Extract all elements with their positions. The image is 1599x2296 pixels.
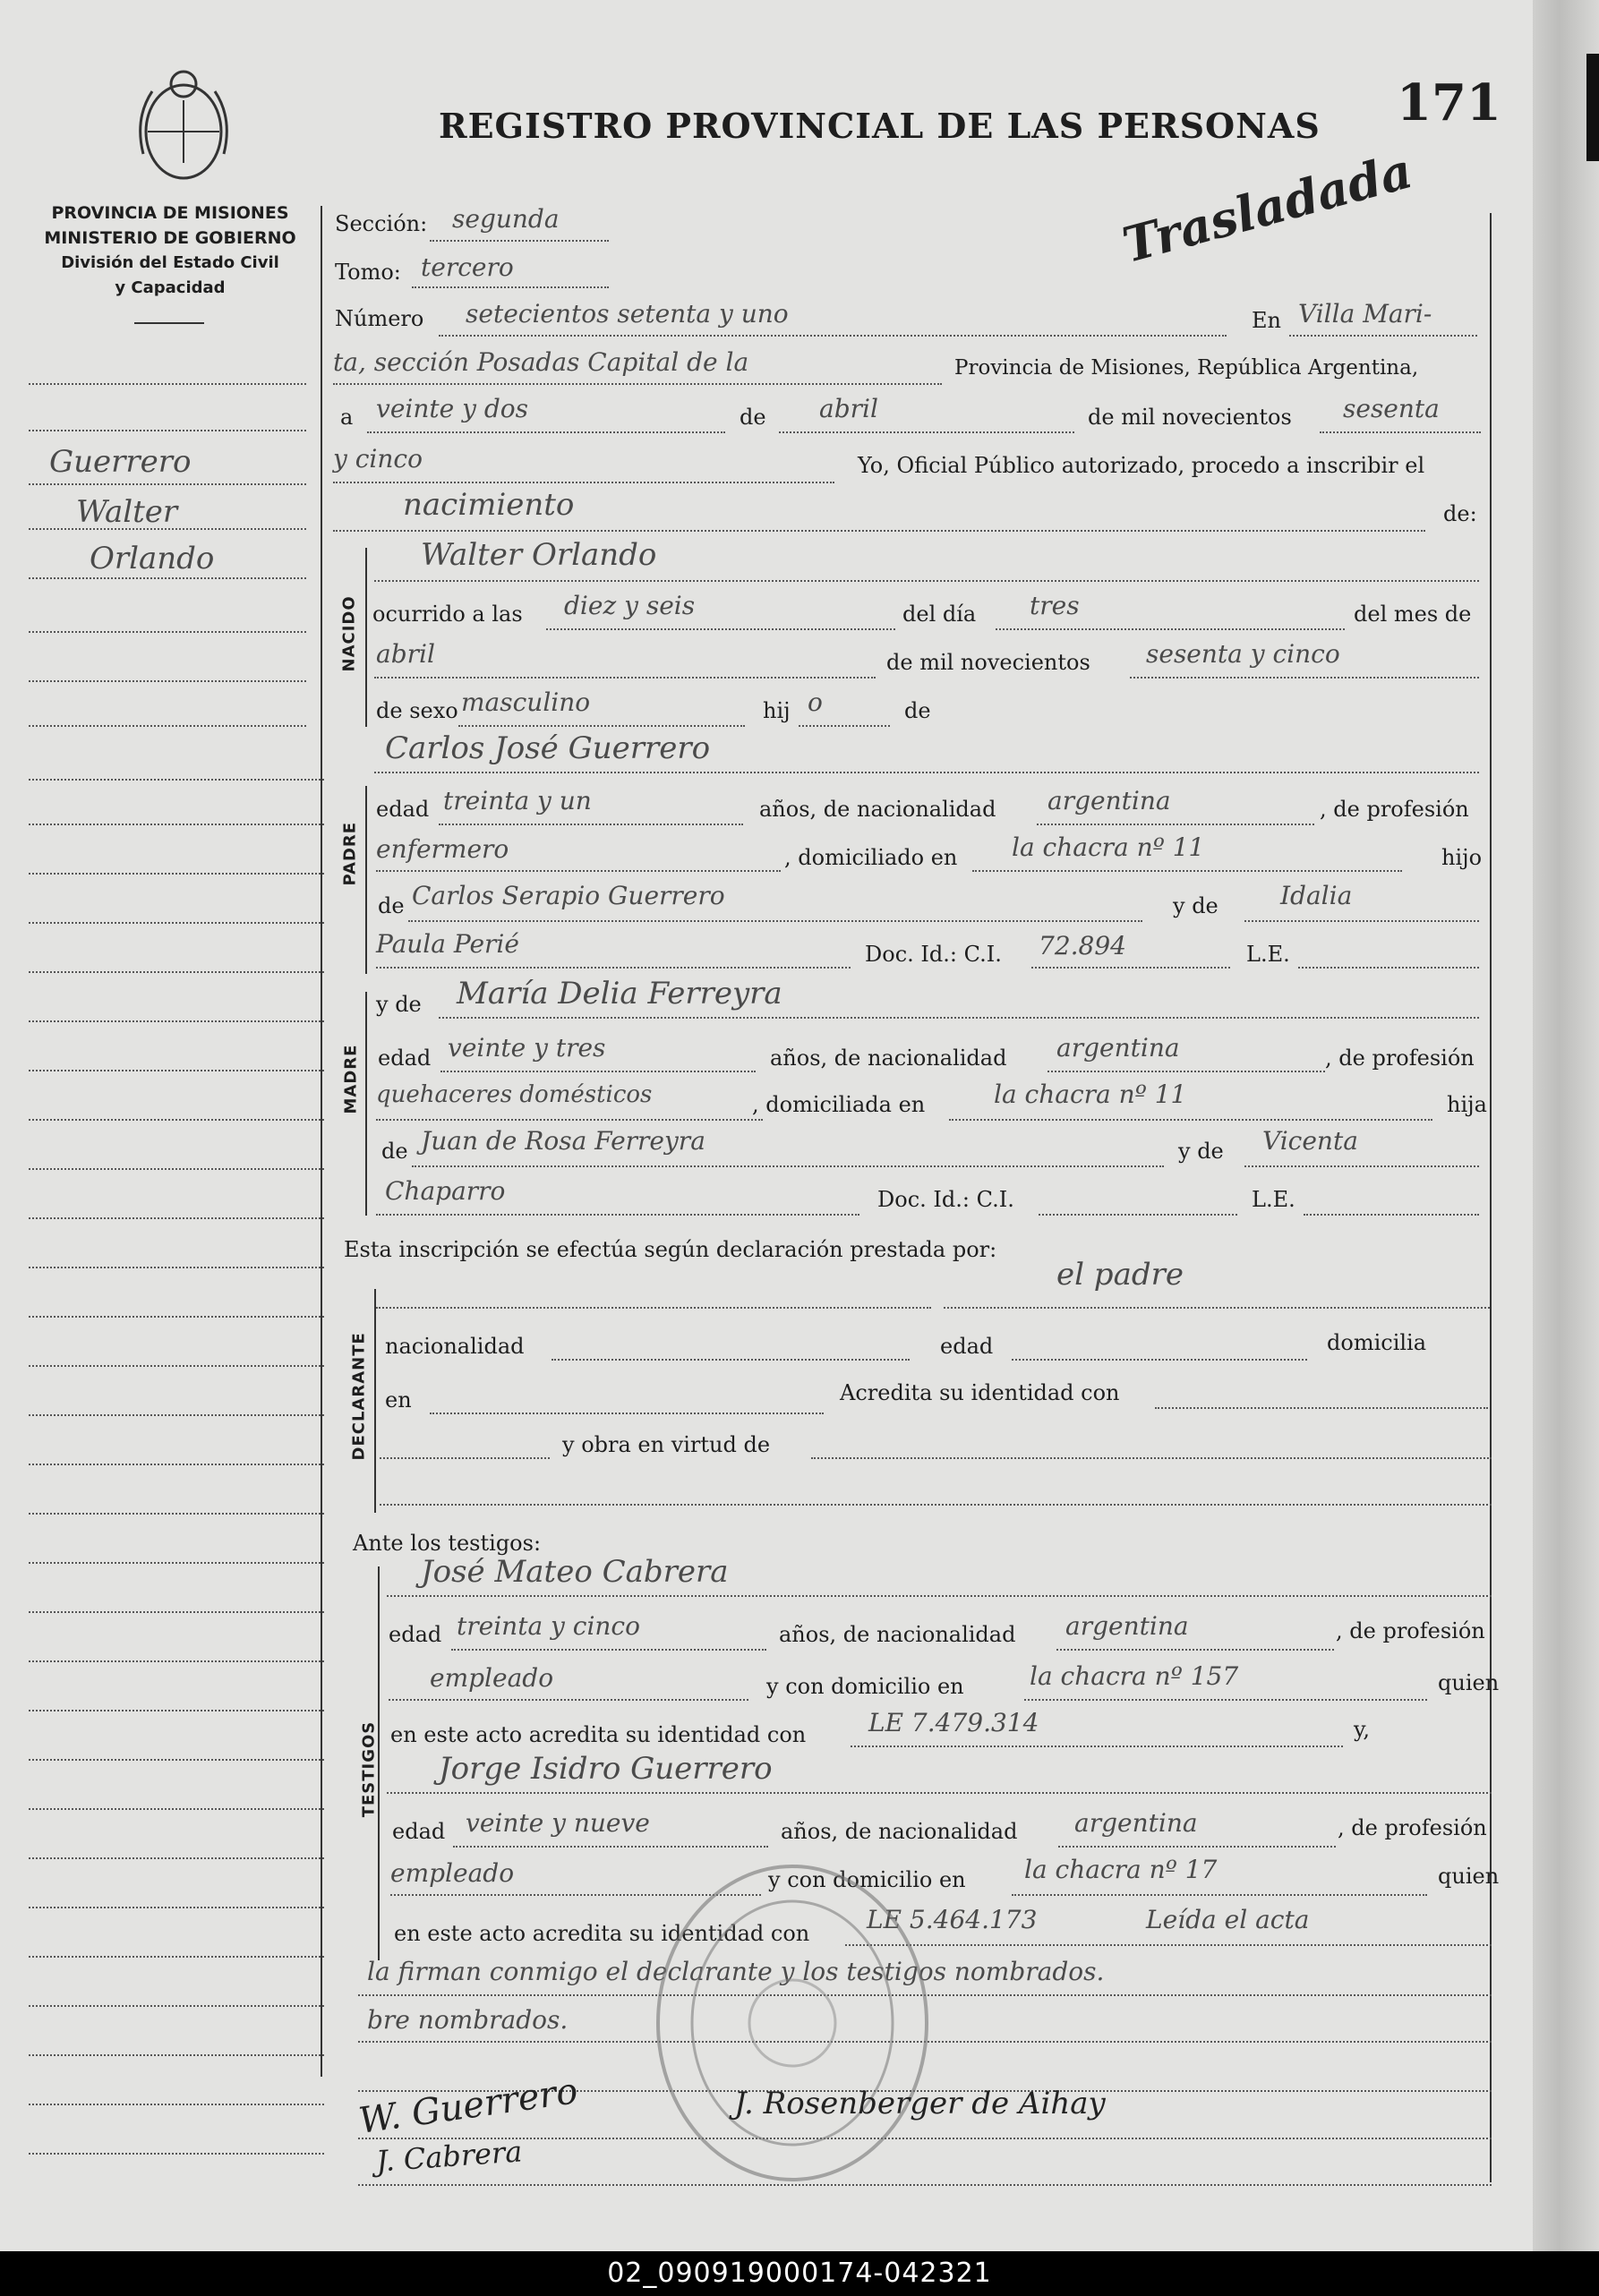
register-title: REGISTRO PROVINCIAL DE LAS PERSONAS bbox=[439, 106, 1321, 146]
testigo2-quien-label: quien bbox=[1438, 1864, 1500, 1889]
cierre-2: la firman conmigo el declarante y los testigos nombrados. bbox=[367, 1957, 1105, 1986]
cierre-1: Leída el acta bbox=[1146, 1905, 1310, 1934]
numero-value: setecientos setenta y uno bbox=[466, 299, 789, 329]
padre-rule bbox=[365, 786, 367, 974]
issuer-block bbox=[27, 201, 313, 301]
madre-nacionalidad: argentina bbox=[1056, 1033, 1180, 1063]
padre-ci: 72.894 bbox=[1039, 931, 1126, 960]
madre-le-label: L.E. bbox=[1252, 1187, 1295, 1212]
sexo-label: de sexo bbox=[376, 698, 458, 723]
nacido-hora: diez y seis bbox=[564, 591, 696, 620]
madre-edad-label: edad bbox=[378, 1046, 432, 1071]
page-edge bbox=[1533, 0, 1599, 2251]
hij-de-label: de bbox=[904, 698, 931, 723]
ministry-name: MINISTERIO DE GOBIERNO bbox=[44, 228, 296, 248]
margin-name-2: Orlando bbox=[90, 541, 215, 576]
declarante-edad-label: edad bbox=[940, 1334, 994, 1359]
fecha-dia: veinte y dos bbox=[376, 394, 528, 423]
inscribir-label: Yo, Oficial Público autorizado, procedo a inscribir el bbox=[858, 453, 1425, 478]
madre-nombre: María Delia Ferreyra bbox=[457, 976, 782, 1011]
madre-dom-label: , domiciliada en bbox=[752, 1092, 926, 1117]
testigo1-profesion: empleado bbox=[430, 1663, 554, 1693]
padre-profesion: enfermero bbox=[376, 834, 509, 864]
nacido-dia: tres bbox=[1030, 591, 1080, 620]
de-label: de bbox=[740, 405, 766, 430]
padre-de-label: de bbox=[378, 893, 405, 918]
padre-nacionalidad: argentina bbox=[1047, 786, 1171, 815]
acto-value: nacimiento bbox=[403, 487, 575, 523]
madre-de-label: de bbox=[381, 1139, 408, 1164]
padre-abuela-2: Paula Perié bbox=[376, 929, 519, 959]
tomo-value: tercero bbox=[421, 252, 514, 282]
province-name: PROVINCIA DE MISIONES bbox=[51, 203, 289, 223]
padre-abuelo: Carlos Serapio Guerrero bbox=[412, 881, 725, 910]
del-dia-label: del día bbox=[902, 602, 977, 627]
padre-abuela-1: Idalia bbox=[1280, 881, 1353, 910]
declarante-obra-label: y obra en virtud de bbox=[562, 1432, 771, 1457]
fecha-anio-2: y cinco bbox=[333, 444, 423, 474]
declarante-section-label: DECLARANTE bbox=[349, 1332, 369, 1461]
signature-testigo: J. Cabrera bbox=[374, 2134, 524, 2179]
main-left-rule bbox=[321, 206, 322, 2077]
padre-prof-label: , de profesión bbox=[1320, 797, 1469, 822]
madre-edad: veinte y tres bbox=[448, 1033, 606, 1063]
padre-yde-label: y de bbox=[1173, 893, 1218, 918]
division-name-2: y Capacidad bbox=[115, 278, 226, 297]
testigo2-profesion: empleado bbox=[390, 1858, 515, 1888]
padre-section-label: PADRE bbox=[340, 821, 360, 886]
coat-of-arms-icon bbox=[134, 64, 233, 190]
nacido-anio: sesenta y cinco bbox=[1146, 639, 1340, 669]
tomo-label: Tomo: bbox=[335, 260, 401, 285]
padre-hijo-label: hijo bbox=[1441, 845, 1483, 870]
madre-prof-label: , de profesión bbox=[1325, 1046, 1475, 1071]
numero-label: Número bbox=[335, 306, 424, 331]
folio-number: 171 bbox=[1397, 73, 1501, 132]
declarante-nac-label: nacionalidad bbox=[385, 1334, 525, 1359]
nacido-hij: o bbox=[808, 687, 823, 717]
testigo2-dom-label: y con domicilio en bbox=[768, 1867, 966, 1892]
padre-edad: treinta y un bbox=[443, 786, 592, 815]
testigo2-nac-label: años, de nacionalidad bbox=[781, 1819, 1018, 1844]
testigos-section-label: TESTIGOS bbox=[359, 1720, 379, 1818]
madre-profesion: quehaceres domésticos bbox=[376, 1081, 653, 1108]
issuer-underline bbox=[134, 322, 204, 324]
nacido-nombre: Walter Orlando bbox=[421, 537, 657, 573]
de-colon-label: de: bbox=[1443, 501, 1477, 526]
madre-yde-label: y de bbox=[376, 992, 422, 1017]
nacido-section-label: NACIDO bbox=[339, 595, 359, 672]
nacido-mes: abril bbox=[376, 639, 435, 669]
testigo1-quien-label: quien bbox=[1438, 1670, 1500, 1695]
testigo1-edad-label: edad bbox=[389, 1622, 442, 1647]
lugar-value-1: Villa Mari- bbox=[1298, 299, 1432, 329]
madre-nac-label: años, de nacionalidad bbox=[770, 1046, 1007, 1071]
del-mes-label: del mes de bbox=[1354, 602, 1472, 627]
testigo1-prof-label: , de profesión bbox=[1336, 1618, 1485, 1643]
testigos-ante-label: Ante los testigos: bbox=[353, 1531, 542, 1556]
seccion-label: Sección: bbox=[335, 211, 428, 236]
padre-le-label: L.E. bbox=[1246, 942, 1290, 967]
testigo2-edad: veinte y nueve bbox=[466, 1808, 650, 1838]
madre-abuela-1: Vicenta bbox=[1262, 1126, 1358, 1156]
testigo1-acr-label: en este acto acredita su identidad con bbox=[390, 1722, 807, 1747]
fecha-mes: abril bbox=[819, 394, 878, 423]
madre-section-label: MADRE bbox=[341, 1044, 361, 1114]
testigo1-doc: LE 7.479.314 bbox=[868, 1708, 1039, 1737]
testigo1-nac-label: años, de nacionalidad bbox=[779, 1622, 1016, 1647]
nacido-sexo: masculino bbox=[461, 687, 591, 717]
declarante-rule bbox=[374, 1289, 376, 1513]
edge-tab bbox=[1586, 54, 1599, 161]
testigo2-domicilio: la chacra nº 17 bbox=[1024, 1855, 1218, 1884]
declaracion-valor: el padre bbox=[1056, 1257, 1184, 1293]
padre-domicilio: la chacra nº 11 bbox=[1012, 832, 1205, 862]
padre-edad-label: edad bbox=[376, 797, 430, 822]
declarante-en-label: en bbox=[385, 1387, 412, 1413]
lugar-value-2: ta, sección Posadas Capital de la bbox=[333, 347, 749, 377]
testigo1-y-label: y, bbox=[1354, 1717, 1370, 1742]
declaracion-label: Esta inscripción se efectúa según declaración prestada por: bbox=[344, 1237, 997, 1262]
padre-nac-label: años, de nacionalidad bbox=[759, 797, 996, 822]
nacido-rule bbox=[365, 548, 367, 727]
madre-yde2-label: y de bbox=[1178, 1139, 1224, 1164]
madre-domicilio: la chacra nº 11 bbox=[994, 1080, 1187, 1109]
testigo2-nacionalidad: argentina bbox=[1074, 1808, 1198, 1838]
testigo1-nombre: José Mateo Cabrera bbox=[421, 1554, 729, 1590]
nacido-mil-label: de mil novecientos bbox=[886, 650, 1090, 675]
testigo2-doc: LE 5.464.173 bbox=[867, 1905, 1038, 1934]
testigo1-dom-label: y con domicilio en bbox=[766, 1674, 964, 1699]
margin-surname: Guerrero bbox=[49, 444, 192, 480]
padre-dom-label: , domiciliado en bbox=[784, 845, 958, 870]
declarante-dom-label: domicilia bbox=[1327, 1330, 1427, 1355]
en-label: En bbox=[1252, 308, 1281, 333]
mil-novecientos-label: de mil novecientos bbox=[1088, 405, 1292, 430]
fecha-anio-1: sesenta bbox=[1343, 394, 1440, 423]
scan-id-footer: 02_090919000174-042321 bbox=[0, 2251, 1599, 2296]
a-label: a bbox=[340, 405, 354, 430]
testigo2-prof-label: , de profesión bbox=[1338, 1815, 1487, 1840]
testigo2-edad-label: edad bbox=[392, 1819, 446, 1844]
madre-hija-label: hija bbox=[1447, 1092, 1487, 1117]
margin-name-1: Walter bbox=[76, 494, 178, 530]
madre-rule bbox=[365, 992, 367, 1216]
division-name: División del Estado Civil bbox=[61, 253, 279, 272]
padre-nombre: Carlos José Guerrero bbox=[385, 730, 711, 766]
testigo1-domicilio: la chacra nº 157 bbox=[1030, 1661, 1239, 1691]
signature-declarante: W. Guerrero bbox=[355, 2070, 581, 2142]
seccion-value: segunda bbox=[452, 204, 560, 234]
hij-label: hij bbox=[763, 698, 791, 723]
signature-oficial: J. Rosenberger de Aihay bbox=[734, 2086, 1106, 2121]
testigo2-acr-label: en este acto acredita su identidad con bbox=[394, 1921, 810, 1946]
provincia-label: Provincia de Misiones, República Argentina, bbox=[954, 356, 1419, 380]
trasladada-annotation: Trasladada bbox=[1116, 141, 1418, 274]
official-seal-stamp bbox=[645, 1853, 940, 2193]
testigo2-nombre: Jorge Isidro Guerrero bbox=[439, 1751, 773, 1787]
ocurrido-label: ocurrido a las bbox=[372, 602, 523, 627]
padre-doc-label: Doc. Id.: C.I. bbox=[865, 942, 1002, 967]
cierre-3: bre nombrados. bbox=[367, 2005, 569, 2035]
madre-doc-label: Doc. Id.: C.I. bbox=[877, 1187, 1014, 1212]
testigo1-nacionalidad: argentina bbox=[1065, 1611, 1189, 1641]
madre-abuela-2: Chaparro bbox=[385, 1176, 506, 1206]
declarante-acredita-label: Acredita su identidad con bbox=[840, 1380, 1120, 1405]
madre-abuelo: Juan de Rosa Ferreyra bbox=[421, 1126, 705, 1156]
testigo1-edad: treinta y cinco bbox=[457, 1611, 640, 1641]
